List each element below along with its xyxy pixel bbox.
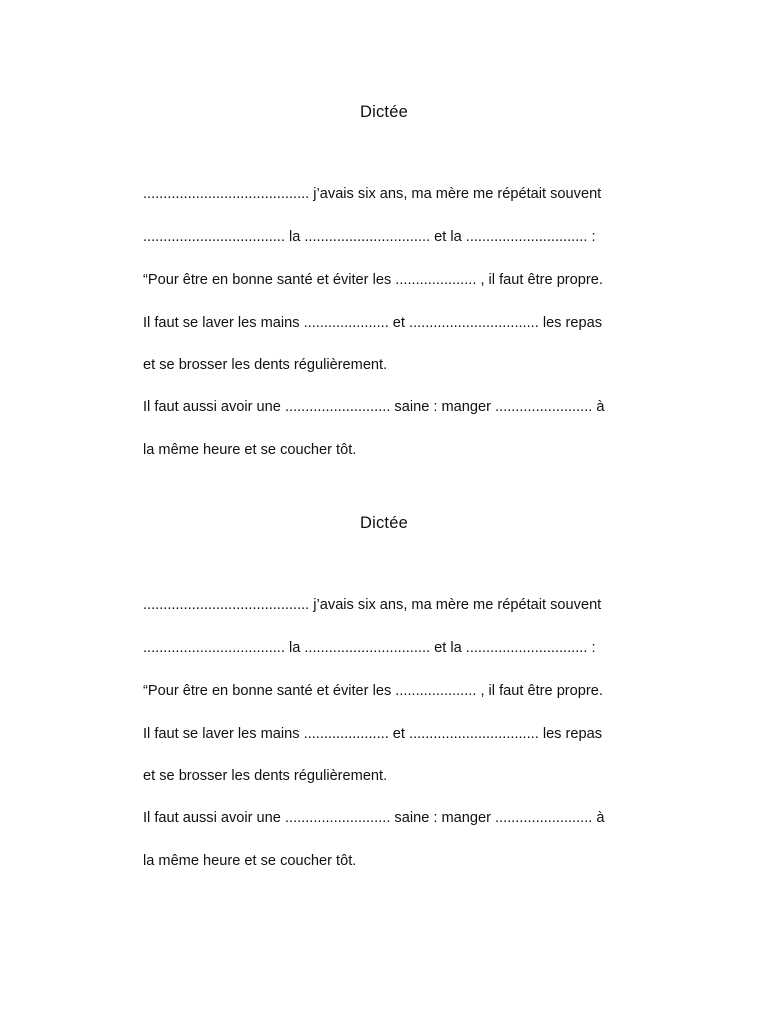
text-line-3: “Pour être en bonne santé et éviter les .................... , il faut être propre. (143, 683, 603, 699)
text-line-5: et se brosser les dents régulièrement. (143, 357, 388, 373)
text-line-7: la même heure et se coucher tôt. (143, 442, 357, 458)
text-line-3: “Pour être en bonne santé et éviter les .................... , il faut être propre. (143, 272, 603, 288)
text-line-7: la même heure et se coucher tôt. (143, 853, 357, 869)
text-line-1: ......................................... j’avais six ans, ma mère me répétait souvent (143, 597, 602, 613)
dictee-title: Dictée (360, 103, 408, 121)
text-line-2: ................................... la ............................... et la .............................. : (143, 640, 596, 656)
dictee-title: Dictée (360, 514, 408, 532)
text-line-5: et se brosser les dents régulièrement. (143, 768, 388, 784)
text-line-4: Il faut se laver les mains ..................... et ................................ les repas (143, 315, 603, 331)
text-line-4: Il faut se laver les mains ..................... et ................................ les repas (143, 726, 603, 742)
text-line-6: Il faut aussi avoir une .......................... saine : manger ........................ à (143, 810, 605, 826)
text-line-1: ......................................... j’avais six ans, ma mère me répétait souvent (143, 186, 602, 202)
text-line-6: Il faut aussi avoir une .......................... saine : manger ........................ à (143, 399, 605, 415)
text-line-2: ................................... la ............................... et la .............................. : (143, 229, 596, 245)
